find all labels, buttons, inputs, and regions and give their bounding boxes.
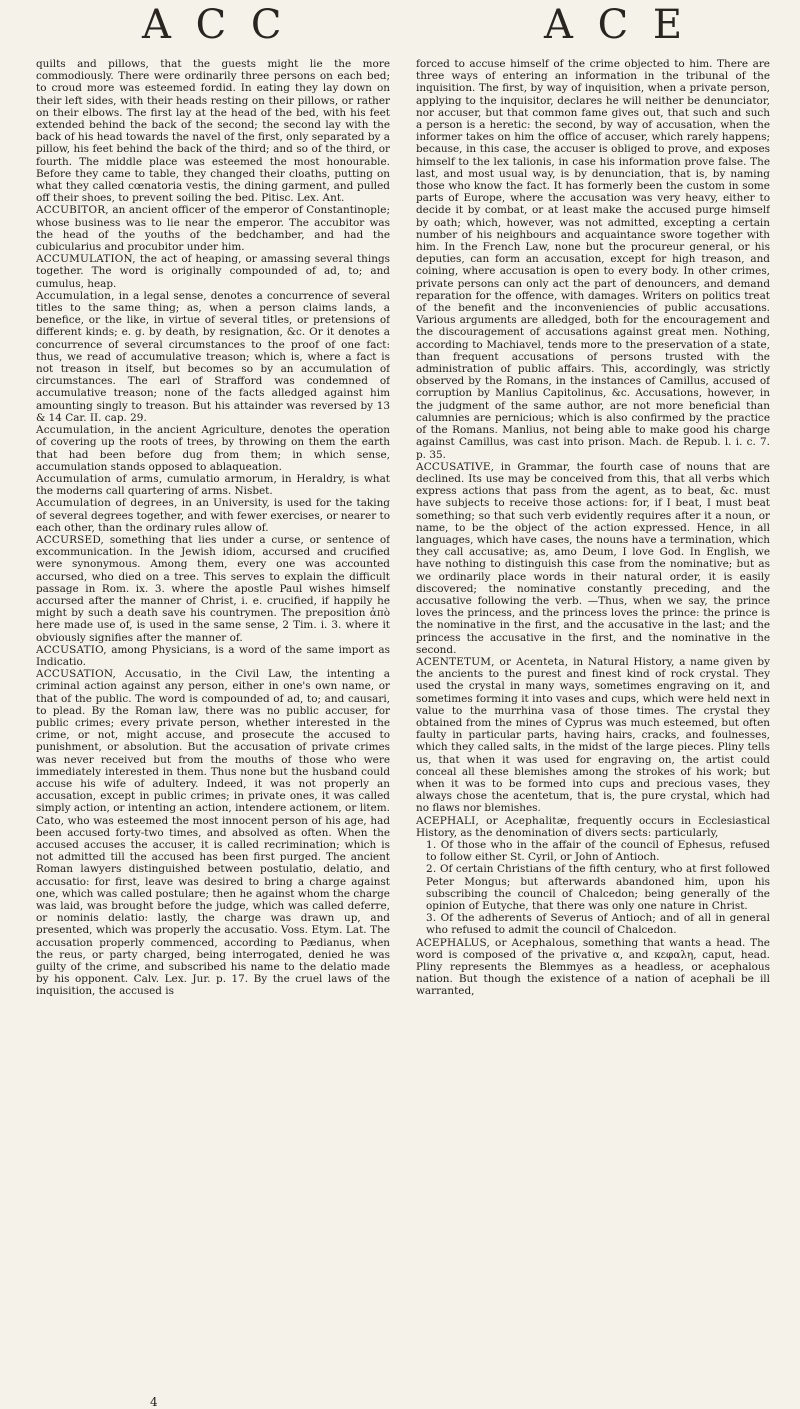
running-header: [0, 0, 800, 58]
entry-text: in the ancient Agriculture, denotes the operation of covering up the roots of trees, by throwing on them the earth that had been before dug from them; in which sense, accumulation stands opposed to ablaqueation.: [36, 424, 390, 473]
entry-headword: ACCUMULATION,: [36, 253, 136, 266]
header-right-catchword: A C E: [544, 2, 689, 48]
entry-acephali-1: [416, 839, 770, 863]
entry-acephalus: [416, 937, 770, 998]
entry-text: quilts and pillows, that the guests might lie the more commodiously. There were ordinarily three persons on each bed; to croud more was esteemed fordid. In eating they lay down on their left sides, with their heads resting on their pillows, or rather on their elbows. The first lay at the head of the bed, with his feet extended behind the back of the second; the second lay with the back of his head towards the navel of the first, only separated by a pillow, his feet behind the back of the third; and so of the third, or fourth. The middle place was esteemed the most honourable. Before they came to table, they changed their cloaths, putting on what they called cœnatoria vestis, the dining garment, and pulled off their shoes, to prevent soiling the bed. Pitisc. Lex. Ant.: [36, 58, 390, 205]
entry-accusative: [416, 461, 770, 656]
entry-headword: ACEPHALUS, or Acephalous,: [416, 936, 579, 949]
entry-headword: 1.: [426, 839, 437, 851]
entry-headword: ACCUSATION, Accusatio,: [36, 668, 182, 681]
entry-acephali-2: [416, 863, 770, 912]
entry-text: cumulatio armorum, in Heraldry, is what the moderns call quartering of arms. Nisbet.: [36, 472, 390, 498]
right-column: [416, 58, 770, 1398]
entry-headword: Accumulation,: [36, 424, 115, 437]
entry-headword: 3.: [426, 912, 437, 925]
entry-text: something that wants a head. The word is composed of the privative α, and κεφαλη, caput, head. Pliny represents the Blemmyes as a headless, or acephalous nation. But though the existence of a nation of acephali be ill warranted,: [416, 936, 770, 998]
entry-headword: ACENTETUM, or Acenteta,: [416, 655, 569, 668]
entry-text: frequently occurs in Ecclesiastical History, as the denomination of divers sects: particularly,: [416, 814, 770, 839]
entry-text: an ancient officer of the emperor of Constantinople; whose business was to lie near the emperor. The accubitor was the head of the youths of the bedchamber, and had the cubicularius and procubitor under him.: [36, 204, 390, 254]
entry-accumulation: [36, 253, 390, 290]
entry-text: something that lies under a curse, or sentence of excommunication. In the Jewish idiom, accursed and crucified were synonymous. Among them, every one was accounted accursed, who died on a tree. This serves to explain the difficult passage in Rom. ix. 3. where the apostle Paul wishes himself accursed after the manner of Christ, i. e. crucified, if happily he might by such a death save his countrymen. The preposition ἀπὸ here made use of, is used in the same sense, 2 Tim. i. 3. where it obviously signifies after the manner of.: [36, 533, 390, 644]
header-left-catchword: A C C: [142, 2, 288, 48]
entry-forced: [416, 58, 770, 461]
entry-accubitor: [36, 204, 390, 253]
entry-headword: ACCUBITOR,: [36, 204, 109, 217]
entry-accusation: [36, 668, 390, 997]
entry-accumulation-degrees: [36, 497, 390, 534]
entry-accumulation-agri: [36, 424, 390, 473]
entry-headword: 2.: [426, 863, 437, 876]
entry-text: the act of heaping, or amassing several things together. The word is originally compounded of ad, to; and cumulus, heap.: [36, 253, 390, 290]
entry-headword: Accumulation of arms,: [36, 472, 163, 485]
entry-text: forced to accuse himself of the crime objected to him. There are three ways of entering an information in the tribunal of the inquisition. The first, by way of inquisition, when a private person, applying to the inquisitor, declares he will neither be denunciator, nor accuser, but that common fame gives out, that such and such a person is a heretic: the second, by way of accusation, when the informer takes on him the office of accuser, which rarely happens; because, in this case, the accuser is obliged to prove, and exposes himself to the lex talionis, in case his information prove false. The last, and most usual way, is by denunciation, that is, by naming those who know the fact. It has formerly been the custom in some parts of Europe, where the accusation was very heavy, either to decide it by combat, or at least make the accused purge himself by oath; which, however, was not admitted, excepting a certain number of his neighbours and acquaintance swore together with him. In the French Law, none but the procureur general, or his deputies, can form an accusation, except for high treason, and coining, where accusation is open to every body. In other crimes, private persons can only act the part of denouncers, and demand reparation for the offence, with damages. Writers on politics treat of the benefit and the inconveniencies of public accusations. Various arguments are alledged, both for the encouragement and the discouragement of accusations against great men. Nothing, according to Machiavel, tends more to the preservation of a state, than frequent accusations of persons trusted with the administration of public affairs. This, accordingly, was strictly observed by the Romans, in the instances of Camillus, accused of corruption by Manlius Capitolinus, &c. Accusations, however, in the judgment of the same author, are not more beneficial than calumnies are pernicious; which is also confirmed by the practice of the Romans. Manlius, not being able to make good his charge against Camillus, was cast into prison. Mach. de Repub. l. i. c. 7. p. 35.: [416, 58, 770, 461]
entry-accumulation-legal: [36, 290, 390, 424]
entry-acentetum: [416, 656, 770, 815]
entry-text: in an University, is used for the taking of several degrees together, and with fewer exercises, or nearer to each other, than the ordinary rules allow of.: [36, 497, 390, 534]
left-column: [36, 58, 390, 1398]
page-signature: 4: [150, 1395, 158, 1409]
entry-text: in Grammar, the fourth case of nouns that are declined. Its use may be conceived from this, that all verbs which express actions that pass from the agent, as to beat, &c. must have subjects to receive those actions: for, if I beat, I must beat something; so that such verb evidently requires after it a noun, or name, to be the object of the action expressed. Hence, in all languages, which have cases, the nouns have a termination, which they call accusative; as, amo Deum, I love God. In English, we have nothing to distinguish this case from the nominative; but as we ordinarily place words in their natural order, it is easily discovered; the nominative constantly preceding, and the accusative following the verb. —Thus, when we say, the prince loves the princess, and the princess loves the prince: the prince is the nominative in the first, and the accusative in the last; and the princess the accusative in the first, and the nominative in the second.: [416, 460, 770, 656]
entry-text: among Physicians, is a word of the same import as Indicatio.: [36, 643, 390, 668]
entry-headword: Accumulation of degrees,: [36, 497, 178, 510]
entry-text: Of those who in the affair of the council of Ephesus, refused to follow either St. Cyril, or John of Antioch.: [426, 839, 770, 864]
entry-text: in the Civil Law, the intenting a criminal action against any person, either in one's own name, or that of the public. The word is compounded of ad, to; and causari, to plead. By the Roman law, there was no public accuser, for public crimes; every private person, whether interested in the crime, or not, might accuse, and prosecute the accused to punishment, or absolution. But the accusation of private crimes was never received but from the mouths of those who were immediately interested in them. Thus none but the husband could accuse his wife of adultery. Indeed, it was not properly an accusation, except in public crimes; in private ones, it was called simply action, or intenting an action, intendere actionem, or litem. Cato, who was esteemed the most innocent person of his age, had been accused forty-two times, and absolved as often. When the accused accuses the accuser, it is called recrimination; which is not admitted till the accused has been first purged. The ancient Roman lawyers distinguished between postulatio, delatio, and accusatio: for first, leave was desired to bring a charge against one, which was called postulare; then he against whom the charge was laid, was brought before the judge, which was called deferre, or nominis delatio: lastly, the charge was drawn up, and presented, which was properly the accusatio. Voss. Etym. Lat. The accusation properly commenced, according to Pædianus, when the reus, or party charged, being interrogated, denied he was guilty of the crime, and subscribed his name to the delatio made by his opponent. Calv. Lex. Jur. p. 17. By the cruel laws of the inquisition, the accused is: [36, 668, 390, 998]
entry-headword: ACCUSATIO,: [36, 643, 107, 656]
entry-accursed: [36, 534, 390, 644]
entry-accusatio: [36, 644, 390, 668]
entry-headword: Accumulation,: [36, 289, 115, 302]
entry-headword: ACEPHALI, or Acephalitæ,: [416, 814, 571, 827]
entry-acephali-3: [416, 912, 770, 936]
entry-text: in Natural History, a name given by the ancients to the purest and finest kind of rock crystal. They used the crystal in many ways, sometimes engraving on it, and sometimes forming it into vases and cups, which were held next in value to the murrhina vasa of those times. The crystal they obtained from the mines of Cyprus was much esteemed, but often faulty in particular parts, having hairs, cracks, and foulnesses, which they called salts, in the midst of the large pieces. Pliny tells us, that when it was used for engraving on, the artist could conceal all these blemishes among the strokes of his work; but when it was to be formed into cups and precious vases, they always chose the acentetum, that is, the pure crystal, which had no flaws nor blemishes.: [416, 655, 770, 815]
entry-headword: ACCURSED,: [36, 533, 105, 546]
entry-headword: ACCUSATIVE,: [416, 460, 495, 473]
entry-text: in a legal sense, denotes a concurrence of several titles to the same thing; as, when a person claims lands, a benefice, or the like, in virtue of several titles, or pretensions of different kinds; e. g. by death, by resignation, &c. Or it denotes a concurrence of several circumstances to the proof of one fact: thus, we read of accumulative treason; which is, where a fact is not treason in itself, but becomes so by an accumulation of circumstances. The earl of Strafford was condemned of accumulative treason; none of the facts alledged against him amounting singly to treason. But his attainder was reversed by 13 & 14 Car. II. cap. 29.: [36, 289, 390, 424]
entry-text: Of certain Christians of the fifth century, who at first followed Peter Mongus; but afterwards abandoned him, upon his subscribing the council of Chalcedon; being generally of the opinion of Eutyche, that there was only one nature in Christ.: [426, 863, 770, 913]
entry-quilts: [36, 58, 390, 204]
entry-acephali: [416, 815, 770, 839]
entry-text: Of the adherents of Severus of Antioch; and of all in general who refused to admit the council of Chalcedon.: [426, 912, 770, 937]
entry-accumulation-arms: [36, 473, 390, 497]
